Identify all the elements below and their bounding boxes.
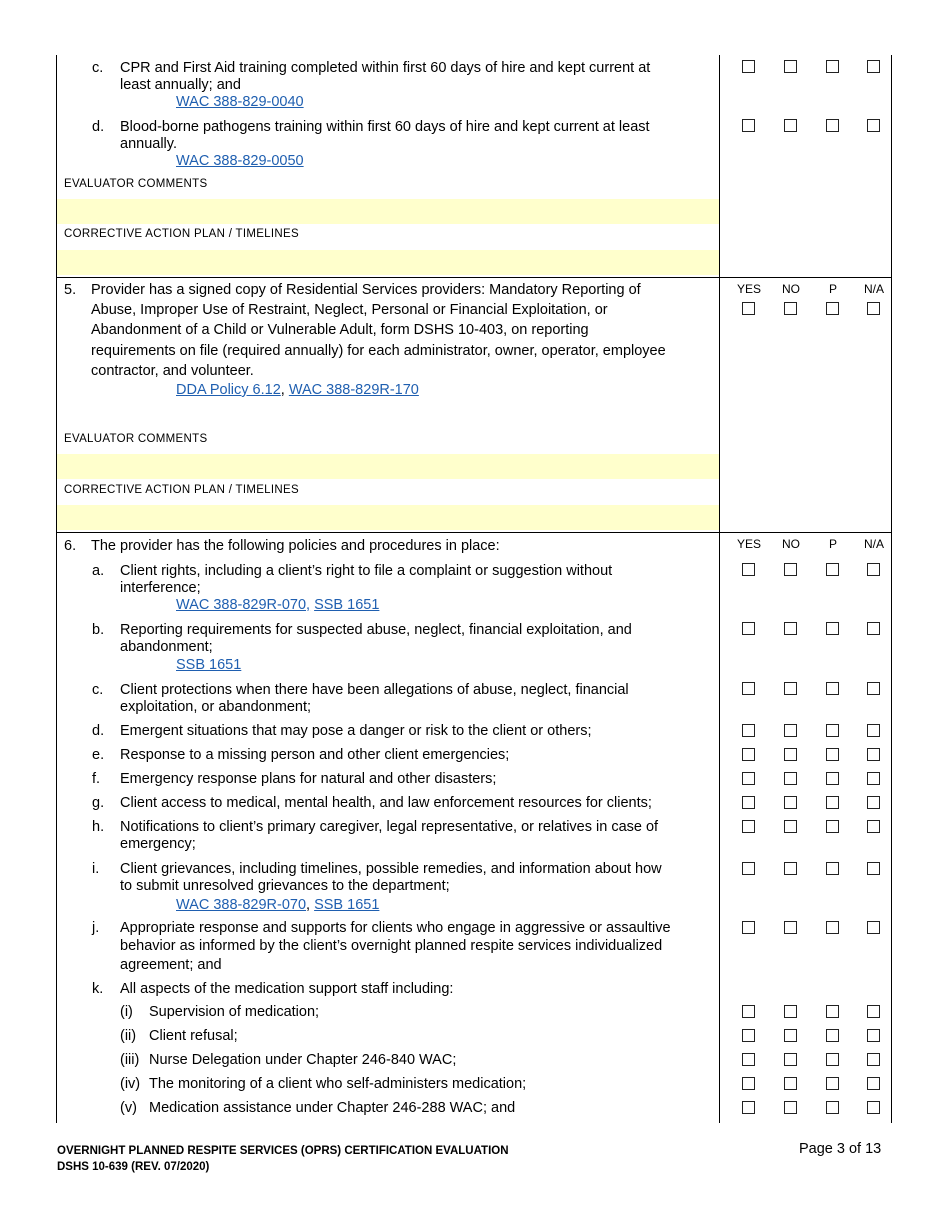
item-6j-text-cont: behavior as informed by the client’s overnight planned respite services individualized [120, 938, 663, 954]
item-letter: b. [92, 622, 105, 638]
item-6j-text-cont: agreement; and [120, 957, 222, 973]
checkbox-6c-no[interactable] [784, 682, 797, 695]
checkbox-6k-iii-na[interactable] [867, 1053, 880, 1066]
checkbox-6g-p[interactable] [826, 796, 839, 809]
item-6i-text-cont: to submit unresolved grievances to the department; [120, 878, 450, 894]
separator: , [280, 382, 289, 398]
item-4d-text-cont: annually. [120, 136, 177, 152]
row-divider-4-5 [56, 277, 892, 278]
checkbox-6h-p[interactable] [826, 820, 839, 833]
item-letter: d. [92, 723, 105, 739]
checkbox-4d-na[interactable] [867, 119, 880, 132]
col-header-p: P [828, 537, 837, 551]
evaluator-comments-label: EVALUATOR COMMENTS [64, 433, 208, 445]
col-header-na: N/A [863, 282, 884, 296]
item-5-text-line: Abuse, Improper Use of Restraint, Neglect, Personal or Financial Exploitation, or [91, 302, 608, 318]
row-divider-5-6 [56, 532, 892, 533]
ssb-link[interactable]: SSB 1651 [176, 657, 242, 673]
answer-column-divider [719, 55, 720, 1123]
footer-form-info [57, 1143, 509, 1175]
checkbox-4d-p[interactable] [826, 119, 839, 132]
item-4d-text: Blood-borne pathogens training within first 60 days of hire and kept current at least [120, 119, 650, 135]
checkbox-6h-no[interactable] [784, 820, 797, 833]
item-letter: i. [92, 861, 100, 877]
wac-link[interactable]: WAC 388-829-0050 [176, 153, 304, 169]
references [176, 597, 379, 614]
checkbox-6h-yes[interactable] [742, 820, 755, 833]
checkbox-6j-p[interactable] [826, 921, 839, 934]
checkbox-6k-i-yes[interactable] [742, 1005, 755, 1018]
checkbox-4d-yes[interactable] [742, 119, 755, 132]
sub-item-text: Medication assistance under Chapter 246-288 WAC; and [149, 1100, 516, 1116]
item-4c-text: CPR and First Aid training completed within first 60 days of hire and kept current at [120, 60, 651, 76]
item-6f-text: Emergency response plans for natural and other disasters; [120, 771, 497, 787]
corrective-action-label: CORRECTIVE ACTION PLAN / TIMELINES [64, 484, 299, 496]
item-6j-text: Appropriate response and supports for clients who engage in aggressive or assaultive [120, 920, 671, 936]
checkbox-6e-yes[interactable] [742, 748, 755, 761]
evaluator-comments-field-4[interactable] [57, 199, 719, 224]
item-6c-text-cont: exploitation, or abandonment; [120, 699, 312, 715]
checkbox-6j-na[interactable] [867, 921, 880, 934]
checkbox-6g-na[interactable] [867, 796, 880, 809]
item-number: 6. [64, 538, 77, 554]
corrective-action-label: CORRECTIVE ACTION PLAN / TIMELINES [64, 228, 299, 240]
item-6c-text: Client protections when there have been allegations of abuse, neglect, financial [120, 682, 629, 698]
wac-link[interactable]: WAC 388-829R-070 [176, 897, 307, 913]
checkbox-6b-na[interactable] [867, 622, 880, 635]
item-letter: g. [92, 795, 105, 811]
checkbox-6k-iv-na[interactable] [867, 1077, 880, 1090]
checkbox-6k-iv-yes[interactable] [742, 1077, 755, 1090]
checkbox-6b-p[interactable] [826, 622, 839, 635]
item-6b-text-cont: abandonment; [120, 639, 213, 655]
checkbox-5-no[interactable] [784, 302, 797, 315]
sub-item-number: (ii) [120, 1028, 137, 1044]
item-6a-text: Client rights, including a client’s right to file a complaint or suggestion without [120, 563, 613, 579]
checkbox-5-yes[interactable] [742, 302, 755, 315]
sub-item-text: The monitoring of a client who self-administers medication; [149, 1076, 527, 1092]
col-header-yes: YES [736, 282, 761, 296]
corrective-action-field-4[interactable] [57, 250, 719, 275]
checkbox-4c-na[interactable] [867, 60, 880, 73]
checkbox-6d-yes[interactable] [742, 724, 755, 737]
checkbox-6k-iv-no[interactable] [784, 1077, 797, 1090]
ssb-link[interactable]: SSB 1651 [314, 597, 380, 613]
sub-item-text: Supervision of medication; [149, 1004, 320, 1020]
table-right-border [891, 55, 892, 1123]
item-letter: a. [92, 563, 105, 579]
item-letter: f. [92, 771, 101, 787]
item-6h-text: Notifications to client’s primary caregiver, legal representative, or relatives in case of [120, 819, 659, 835]
checkbox-6h-na[interactable] [867, 820, 880, 833]
item-6k-text: All aspects of the medication support staff including: [120, 981, 454, 997]
checkbox-6k-v-no[interactable] [784, 1101, 797, 1114]
item-letter: d. [92, 119, 105, 135]
item-6a-text-cont: interference; [120, 580, 201, 596]
item-5-text-line: contractor, and volunteer. [91, 363, 254, 379]
checkbox-6k-ii-p[interactable] [826, 1029, 839, 1042]
col-header-p: P [828, 282, 837, 296]
checkbox-6j-yes[interactable] [742, 921, 755, 934]
item-letter: e. [92, 747, 105, 763]
checkbox-6k-ii-na[interactable] [867, 1029, 880, 1042]
checkbox-6e-na[interactable] [867, 748, 880, 761]
checkbox-6f-na[interactable] [867, 772, 880, 785]
checkbox-6b-yes[interactable] [742, 622, 755, 635]
checkbox-6f-no[interactable] [784, 772, 797, 785]
item-6g-text: Client access to medical, mental health, and law enforcement resources for clients; [120, 795, 652, 811]
checkbox-4c-yes[interactable] [742, 60, 755, 73]
wac-link[interactable]: WAC 388-829-0040 [176, 94, 304, 110]
sub-item-text: Nurse Delegation under Chapter 246-840 WAC; [149, 1052, 457, 1068]
checkbox-6i-no[interactable] [784, 862, 797, 875]
checkbox-4d-no[interactable] [784, 119, 797, 132]
checkbox-6a-na[interactable] [867, 563, 880, 576]
checkbox-5-na[interactable] [867, 302, 880, 315]
checkbox-4c-no[interactable] [784, 60, 797, 73]
dda-policy-link[interactable]: DDA Policy 6.12 [176, 382, 281, 398]
evaluator-comments-label: EVALUATOR COMMENTS [64, 178, 208, 190]
checkbox-6k-ii-yes[interactable] [742, 1029, 755, 1042]
checkbox-4c-p[interactable] [826, 60, 839, 73]
checkbox-6j-no[interactable] [784, 921, 797, 934]
item-6-intro: The provider has the following policies and procedures in place: [91, 538, 500, 554]
item-5-text-line: Abandonment of a Child or Vulnerable Adult, form DSHS 10-403, on reporting [91, 322, 589, 338]
sub-item-number: (v) [120, 1100, 137, 1116]
checkbox-6k-v-yes[interactable] [742, 1101, 755, 1114]
checkbox-6g-yes[interactable] [742, 796, 755, 809]
checkbox-6k-v-p[interactable] [826, 1101, 839, 1114]
checkbox-6k-v-na[interactable] [867, 1101, 880, 1114]
sub-item-number: (iv) [120, 1076, 141, 1092]
checkbox-6d-p[interactable] [826, 724, 839, 737]
item-4c-text-cont: least annually; and [120, 77, 241, 93]
checkbox-6f-yes[interactable] [742, 772, 755, 785]
references [176, 897, 379, 914]
evaluator-comments-field-5[interactable] [57, 454, 719, 479]
wac-link[interactable]: WAC 388-829R-070, [176, 597, 311, 613]
item-letter: h. [92, 819, 105, 835]
checkbox-6e-p[interactable] [826, 748, 839, 761]
checkbox-6c-yes[interactable] [742, 682, 755, 695]
page-number: Page 3 of 13 [799, 1141, 882, 1157]
checkbox-6d-na[interactable] [867, 724, 880, 737]
item-number: 5. [64, 282, 77, 298]
item-letter: c. [92, 682, 104, 698]
checkbox-6k-iii-yes[interactable] [742, 1053, 755, 1066]
sub-item-number: (i) [120, 1004, 133, 1020]
ssb-link[interactable]: SSB 1651 [314, 897, 380, 913]
item-letter: c. [92, 60, 104, 76]
item-letter: j. [92, 920, 100, 936]
item-5-text-line: requirements on file (required annually) for each administrator, owner, operator, employee [91, 343, 666, 359]
corrective-action-field-5[interactable] [57, 505, 719, 530]
sub-item-text: Client refusal; [149, 1028, 238, 1044]
checkbox-6k-i-no[interactable] [784, 1005, 797, 1018]
col-header-no: NO [782, 537, 800, 551]
item-6i-text: Client grievances, including timelines, possible remedies, and information about how [120, 861, 662, 877]
checkbox-6d-no[interactable] [784, 724, 797, 737]
item-6b-text: Reporting requirements for suspected abuse, neglect, financial exploitation, and [120, 622, 632, 638]
checkbox-6i-na[interactable] [867, 862, 880, 875]
item-6e-text: Response to a missing person and other client emergencies; [120, 747, 510, 763]
checkbox-6c-p[interactable] [826, 682, 839, 695]
checkbox-6k-ii-no[interactable] [784, 1029, 797, 1042]
footer-title: OVERNIGHT PLANNED RESPITE SERVICES (OPRS) CERTIFICATION EVALUATION [57, 1145, 509, 1157]
checkbox-6e-no[interactable] [784, 748, 797, 761]
separator: , [306, 897, 315, 913]
checkbox-6f-p[interactable] [826, 772, 839, 785]
checkbox-6k-i-na[interactable] [867, 1005, 880, 1018]
checkbox-6i-p[interactable] [826, 862, 839, 875]
checkbox-5-p[interactable] [826, 302, 839, 315]
footer-form-number: DSHS 10-639 (REV. 07/2020) [57, 1161, 210, 1173]
item-letter: k. [92, 981, 104, 997]
checkbox-6g-no[interactable] [784, 796, 797, 809]
wac-link[interactable]: WAC 388-829R-170 [288, 382, 419, 398]
checkbox-6c-na[interactable] [867, 682, 880, 695]
item-6d-text: Emergent situations that may pose a danger or risk to the client or others; [120, 723, 592, 739]
col-header-na: N/A [863, 537, 884, 551]
references [176, 382, 419, 399]
checkbox-6b-no[interactable] [784, 622, 797, 635]
checkbox-6i-yes[interactable] [742, 862, 755, 875]
checkbox-6k-iv-p[interactable] [826, 1077, 839, 1090]
col-header-no: NO [782, 282, 800, 296]
checkbox-6a-p[interactable] [826, 563, 839, 576]
checkbox-6k-iii-no[interactable] [784, 1053, 797, 1066]
item-6h-text-cont: emergency; [120, 836, 196, 852]
checkbox-6a-yes[interactable] [742, 563, 755, 576]
checkbox-6k-i-p[interactable] [826, 1005, 839, 1018]
checkbox-6k-iii-p[interactable] [826, 1053, 839, 1066]
item-5-text-line: Provider has a signed copy of Residential Services providers: Mandatory Reporting of [91, 282, 641, 298]
sub-item-number: (iii) [120, 1052, 140, 1068]
checkbox-6a-no[interactable] [784, 563, 797, 576]
col-header-yes: YES [736, 537, 761, 551]
